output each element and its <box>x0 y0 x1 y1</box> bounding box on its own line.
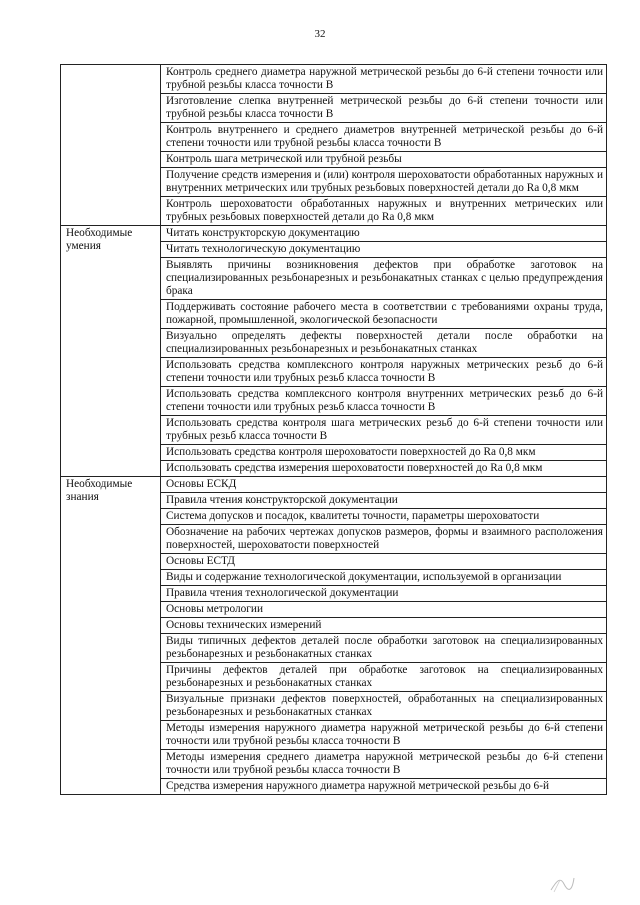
section-label: Необходимые знания <box>66 478 133 503</box>
row-text-cell <box>161 461 607 477</box>
row-text: Использовать средства комплексного контроля наружных метрических резьб до 6-й степени точности или трубных резьб класса точности В <box>166 359 603 384</box>
row-text-cell <box>161 416 607 445</box>
row-text-cell <box>161 721 607 750</box>
row-text-cell <box>161 493 607 509</box>
row-text-cell <box>161 358 607 387</box>
page-number: 32 <box>314 28 326 40</box>
row-text: Поддерживать состояние рабочего места в соответствии с требованиями охраны труда, пожарной, промышленной, экологической безопасности <box>166 301 603 326</box>
row-text-cell <box>161 197 607 226</box>
row-text: Основы технических измерений <box>166 619 322 631</box>
row-text: Контроль шероховатости обработанных наружных и внутренних метрических или трубных резьбовых поверхностей детали до Ra 0,8 мкм <box>166 198 603 223</box>
row-text: Причины дефектов деталей при обработке заготовок на специализированных резьбонарезных и резьбонакатных станках <box>166 664 603 689</box>
row-text: Методы измерения среднего диаметра наружной метрической резьбы до 6-й степени точности или трубной резьбы класса точности В <box>166 751 603 776</box>
row-text: Виды типичных дефектов деталей после обработки заготовок на специализированных резьбонарезных и резьбонакатных станках <box>166 635 603 660</box>
row-text: Контроль шага метрической или трубной резьбы <box>166 153 402 165</box>
row-text-cell <box>161 477 607 493</box>
row-text: Выявлять причины возникновения дефектов при обработке заготовок на специализированных резьбонарезных и резьбонакатных станках с целью предупреждения брака <box>166 259 603 297</box>
row-text-cell <box>161 750 607 779</box>
row-text-cell <box>161 509 607 525</box>
row-text: Основы ЕСКД <box>166 478 237 490</box>
section-label-cell <box>61 65 161 226</box>
table-row <box>61 65 607 94</box>
row-text-cell <box>161 570 607 586</box>
row-text: Использовать средства контроля шероховатости поверхностей до Ra 0,8 мкм <box>166 446 536 458</box>
row-text: Средства измерения наружного диаметра наружной метрической резьбы до 6-й <box>166 780 550 792</box>
section-label-cell <box>61 226 161 477</box>
row-text: Система допусков и посадок, квалитеты точности, параметры шероховатости <box>166 510 540 522</box>
row-text: Обозначение на рабочих чертежах допусков размеров, формы и взаимного расположения поверхностей, шероховатости поверхностей <box>166 526 603 551</box>
row-text: Методы измерения наружного диаметра наружной метрической резьбы до 6-й степени точности или трубной резьбы класса точности В <box>166 722 603 747</box>
row-text: Использовать средства комплексного контроля внутренних метрических резьб до 6-й степени точности или трубных резьб класса точности В <box>166 388 603 413</box>
row-text-cell <box>161 65 607 94</box>
row-text: Получение средств измерения и (или) контроля шероховатости обработанных наружных и внутренних метрических или трубных резьбовых поверхностей детали до Ra 0,8 мкм <box>166 169 603 194</box>
row-text-cell <box>161 94 607 123</box>
row-text: Контроль внутреннего и среднего диаметров внутренней метрической резьбы до 6-й степени точности или трубной резьбы класса точности В <box>166 124 603 149</box>
row-text-cell <box>161 226 607 242</box>
row-text: Правила чтения технологической документации <box>166 587 399 599</box>
row-text: Визуальные признаки дефектов поверхностей, обработанных на специализированных резьбонарезных и резьбонакатных станках <box>166 693 603 718</box>
row-text: Правила чтения конструкторской документации <box>166 494 398 506</box>
row-text-cell <box>161 300 607 329</box>
row-text-cell <box>161 602 607 618</box>
row-text-cell <box>161 242 607 258</box>
row-text: Основы метрологии <box>166 603 264 615</box>
row-text: Виды и содержание технологической документации, используемой в организации <box>166 571 562 583</box>
row-text-cell <box>161 445 607 461</box>
row-text-cell <box>161 258 607 300</box>
table-row <box>61 477 607 493</box>
row-text-cell <box>161 329 607 358</box>
row-text-cell <box>161 618 607 634</box>
row-text-cell <box>161 554 607 570</box>
row-text-cell <box>161 663 607 692</box>
row-text-cell <box>161 123 607 152</box>
row-text-cell <box>161 387 607 416</box>
row-text: Визуально определять дефекты поверхностей детали после обработки на специализированных резьбонарезных и резьбонакатных станках <box>166 330 603 355</box>
row-text-cell <box>161 779 607 795</box>
row-text-cell <box>161 168 607 197</box>
row-text: Читать технологическую документацию <box>166 243 361 255</box>
row-text: Использовать средства измерения шероховатости поверхностей до Ra 0,8 мкм <box>166 462 543 474</box>
table-row <box>61 226 607 242</box>
row-text: Читать конструкторскую документацию <box>166 227 360 239</box>
section-label-cell <box>61 477 161 795</box>
row-text: Изготовление слепка внутренней метрической резьбы до 6-й степени точности или трубной резьбы класса точности В <box>166 95 603 120</box>
stamp-mark <box>548 872 576 894</box>
row-text-cell <box>161 692 607 721</box>
requirements-table-body <box>61 65 607 795</box>
row-text: Использовать средства контроля шага метрических резьб до 6-й степени точности или трубных резьб класса точности В <box>166 417 603 442</box>
row-text-cell <box>161 525 607 554</box>
row-text: Основы ЕСТД <box>166 555 235 567</box>
row-text-cell <box>161 634 607 663</box>
row-text: Контроль среднего диаметра наружной метрической резьбы до 6-й степени точности или трубной резьбы класса точности В <box>166 66 603 91</box>
requirements-table <box>60 64 607 795</box>
section-label: Необходимые умения <box>66 227 133 252</box>
row-text-cell <box>161 586 607 602</box>
row-text-cell <box>161 152 607 168</box>
section-label <box>61 65 160 66</box>
